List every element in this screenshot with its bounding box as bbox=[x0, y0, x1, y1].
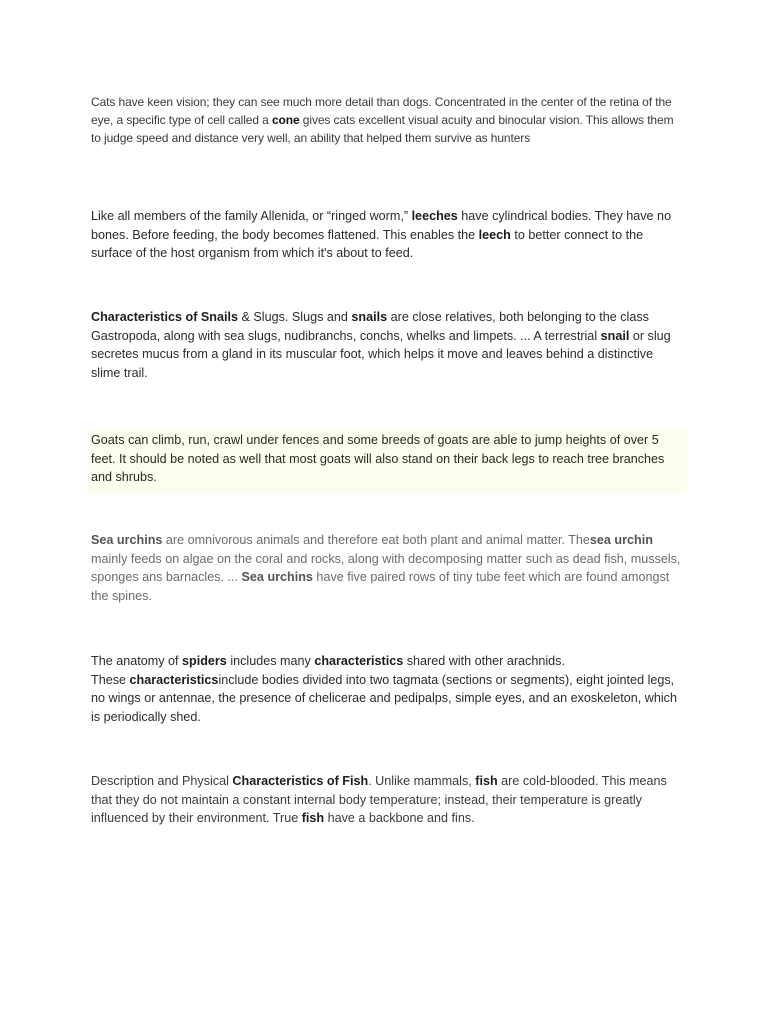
text-run: are omnivorous animals and therefore eat both plant and animal matter. The bbox=[162, 533, 590, 547]
paragraph-snails bbox=[91, 308, 683, 382]
paragraph-spiders bbox=[91, 652, 683, 726]
text-run: shared with other arachnids. bbox=[403, 654, 565, 668]
text-run: These bbox=[91, 672, 130, 687]
bold-term: Characteristics of Fish bbox=[232, 774, 369, 788]
paragraph-cats bbox=[91, 93, 683, 147]
bold-term: leeches bbox=[411, 209, 458, 223]
bold-term: Sea urchins bbox=[241, 570, 313, 585]
text-run: The anatomy of bbox=[91, 654, 183, 668]
bold-term: characteristics bbox=[314, 654, 404, 668]
bold-term: cone bbox=[271, 113, 300, 127]
text-run: are cold-blooded. This means that they do not maintain a constant internal body temperature; instead, their temperature is greatly influenced by their environment. True bbox=[91, 774, 667, 826]
bold-term: snails bbox=[351, 310, 388, 324]
bold-term: fish bbox=[475, 774, 498, 788]
paragraph-fish bbox=[91, 772, 683, 828]
paragraph-goats-highlighted bbox=[87, 429, 687, 493]
text-run: have five paired rows of tiny tube feet which are found amongst the spines. bbox=[91, 570, 670, 603]
text-run: Goats can climb, run, crawl under fences and some breeds of goats are able to jump heights of over 5 feet. It should be noted as well that most goats will also stand on their back legs to reach tree branches and shrubs. bbox=[91, 433, 665, 485]
text-run: gives cats excellent visual acuity and binocular vision. This allows them to judge speed and distance very well, an ability that helped them survive as hunters bbox=[91, 113, 674, 145]
text-run: or slug secretes mucus from a gland in its muscular foot, which helps it move and leaves behind a distinctive slime trail. bbox=[91, 328, 671, 380]
text-run: have cylindrical bodies. They have no bones. Before feeding, the body becomes flattened. This enables the bbox=[91, 209, 672, 242]
bold-term: sea urchin bbox=[589, 533, 653, 547]
text-run: include bodies divided into two tagmata (sections or segments), eight jointed legs, no wings or antennae, the presence of chelicerae and pedipalps, simple eyes, and an exoskeleton, which is periodically shed. bbox=[91, 672, 677, 724]
bold-term: Sea urchins bbox=[91, 533, 163, 547]
bold-term: characteristics bbox=[129, 672, 219, 687]
paragraph-sea-urchins bbox=[91, 531, 683, 605]
text-run: . Unlike mammals, bbox=[368, 774, 476, 788]
text-run: Like all members of the family Allenida, or “ringed worm,” bbox=[91, 209, 412, 223]
text-run: Cats have keen vision; they can see much more detail than dogs. Concentrated in the center of the retina of the eye, a specific type of cell called a bbox=[91, 95, 672, 127]
bold-term: Characteristics of Snails bbox=[91, 310, 238, 324]
text-run: to better connect to the surface of the host organism from which it's about to feed. bbox=[91, 227, 644, 261]
text-run: are close relatives, both belonging to the class Gastropoda, along with sea slugs, nudibranchs, conchs, whelks and limpets. ... A terrestrial bbox=[91, 310, 649, 343]
text-run: have a backbone and fins. bbox=[324, 811, 475, 826]
text-run: Description and Physical bbox=[91, 774, 233, 788]
paragraph-leeches bbox=[91, 207, 683, 263]
bold-term: leech bbox=[478, 227, 511, 242]
bold-term: fish bbox=[301, 811, 325, 826]
text-run: mainly feeds on algae on the coral and rocks, along with decomposing matter such as dead fish, mussels, sponges ans barnacles. ... bbox=[91, 551, 681, 585]
text-run: & Slugs. Slugs and bbox=[238, 310, 352, 324]
bold-term: snail bbox=[600, 328, 630, 343]
text-run: includes many bbox=[226, 654, 315, 668]
bold-term: spiders bbox=[182, 654, 227, 668]
